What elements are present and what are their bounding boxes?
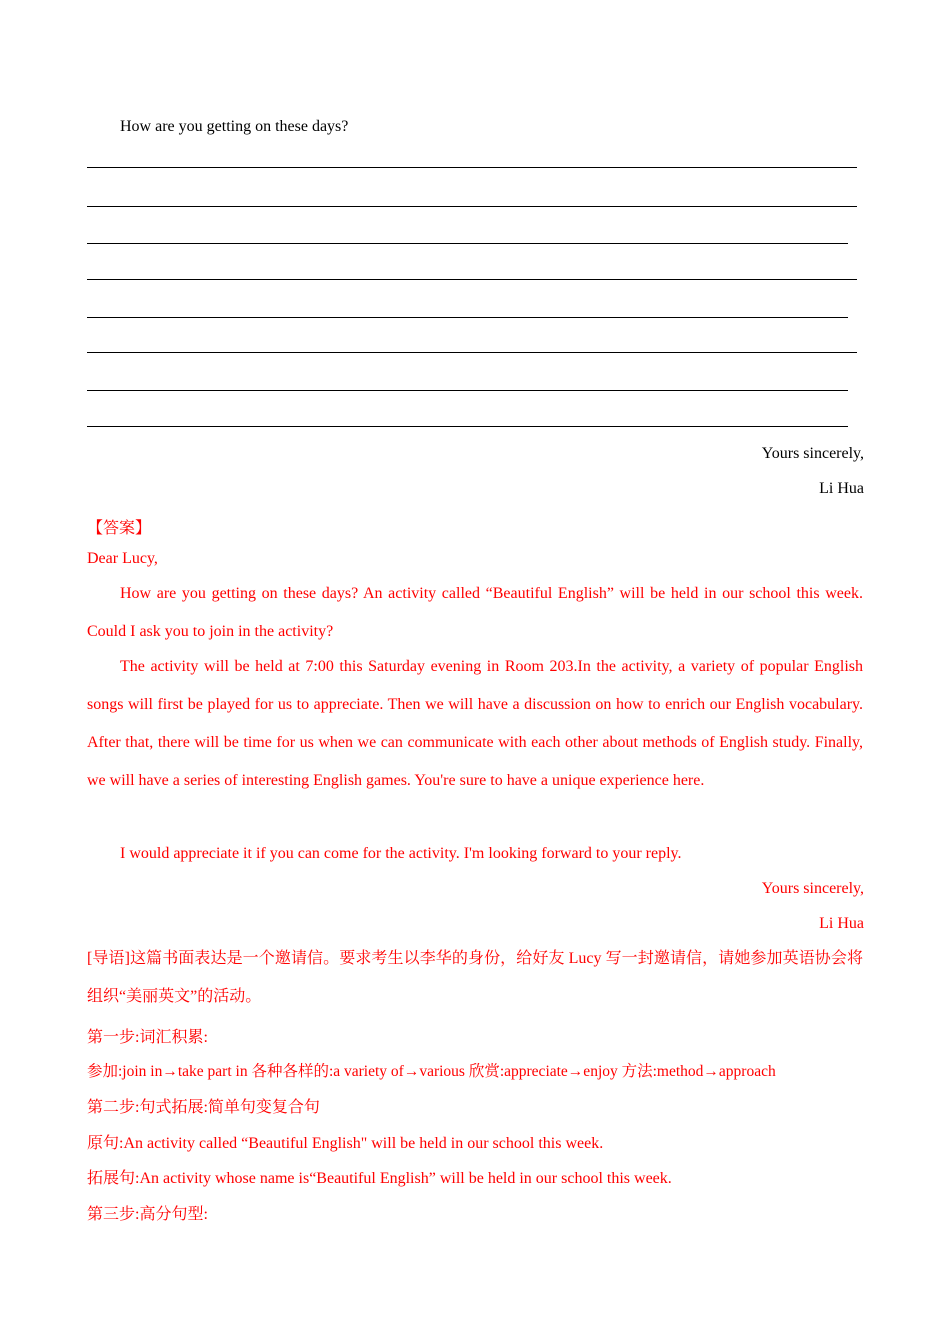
- step1-vocabulary: 参加:join in→take part in 各种各样的:a variety of→various 欣赏:appreciate→enjoy 方法:method→approach: [87, 1063, 776, 1080]
- letter-paragraph-3: I would appreciate it if you can come for the activity. I'm looking forward to your reply.: [120, 845, 682, 862]
- letter-salutation: Dear Lucy,: [87, 550, 158, 567]
- answer-blank-line-8: [87, 426, 848, 427]
- prompt-signoff: Yours sincerely,: [761, 445, 864, 462]
- answer-label: 【答案】: [87, 520, 152, 537]
- original-sentence: 原句:An activity called “Beautiful English" will be held in our school this week.: [87, 1135, 604, 1152]
- step1-title: 第一步:词汇积累:: [87, 1029, 208, 1046]
- step3-title: 第三步:高分句型:: [87, 1206, 208, 1223]
- prompt-signature: Li Hua: [819, 480, 864, 497]
- answer-blank-line-4: [87, 279, 857, 280]
- answer-blank-line-5: [87, 317, 848, 318]
- letter-signoff: Yours sincerely,: [761, 880, 864, 897]
- answer-blank-line-3: [87, 243, 848, 244]
- prompt-opening-line: How are you getting on these days?: [120, 118, 349, 135]
- letter-paragraph-2: The activity will be held at 7:00 this Saturday evening in Room 203.In the activity, a variety of popular English songs will first be played for us to appreciate. Then we will have a discussion on how to enrich our English vocabulary. After that, there will be time for us when we can communicate with each other about methods of English study. Finally, we will have a series of interesting English games. You're sure to have a unique experience here.: [87, 658, 863, 789]
- answer-blank-line-2: [87, 206, 857, 207]
- letter-signature: Li Hua: [819, 915, 864, 932]
- analysis-intro: [导语]这篇书面表达是一个邀请信。要求考生以李华的身份，给好友 Lucy 写一封邀请信，请她参加英语协会将组织“美丽英文”的活动。: [87, 950, 863, 1005]
- answer-blank-line-6: [87, 352, 857, 353]
- expanded-sentence: 拓展句:An activity whose name is“Beautiful English” will be held in our school this week.: [87, 1170, 672, 1187]
- answer-blank-line-1: [87, 167, 857, 168]
- step2-title: 第二步:句式拓展:简单句变复合句: [87, 1099, 320, 1116]
- letter-paragraph-1: How are you getting on these days? An activity called “Beautiful English” will be held in our school this week. Could I ask you to join in the activity?: [87, 585, 863, 640]
- answer-blank-line-7: [87, 390, 848, 391]
